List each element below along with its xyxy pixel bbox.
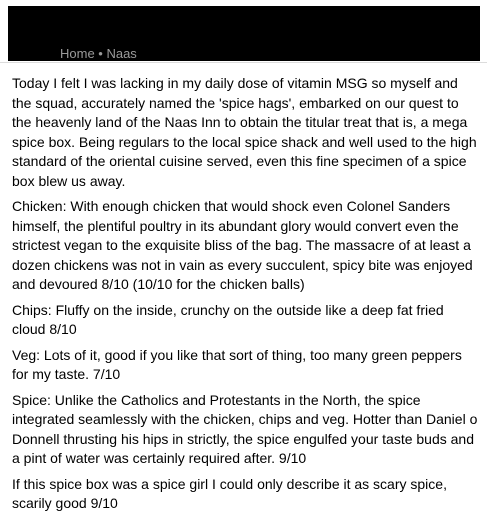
review-intro-paragraph: Today I felt I was lacking in my daily dose of vitamin MSG so myself and the squad, accurately named the 'spice hags', embarked on our quest to the heavenly land of the Naas Inn to obtain the titular treat that is, a mega spice box. Being regulars to the local spice shack and well used to the high standard of the oriental cuisine served, even this fine specimen of a spice box blew us away.: [12, 75, 477, 189]
review-chips-paragraph: Chips: Fluffy on the inside, crunchy on the outside like a deep fat fried cloud 8/10: [12, 301, 444, 337]
header-divider: [0, 62, 487, 63]
review-veg-paragraph: Veg: Lots of it, good if you like that sort of thing, too many green peppers for my taste. 7/10: [12, 346, 462, 382]
review-chicken-paragraph: Chicken: With enough chicken that would shock even Colonel Sanders himself, the plentiful poultry in its abundant glory would convert even the strictest vegan to the exquisite bliss of the bag. The massacre of at least a dozen chickens was not in vain as every succulent, spicy bite was enjoyed and devoured 8/10 (10/10 for the chicken balls): [12, 198, 473, 292]
review-closing-paragraph: If this spice box was a spice girl I could only describe it as scary spice, scarily good 9/10: [12, 475, 447, 511]
cut-off-header-text: Home • Naas: [60, 46, 137, 61]
review-body: [12, 74, 480, 520]
cut-off-header-line: [60, 46, 170, 61]
review-spice-paragraph: Spice: Unlike the Catholics and Protestants in the North, the spice integrated seamlessly with the chicken, chips and veg. Hotter than Daniel o Donnell thrusting his hips in strictly, the spice engulfed your taste buds and a pint of water was certainly required after. 9/10: [12, 391, 478, 466]
